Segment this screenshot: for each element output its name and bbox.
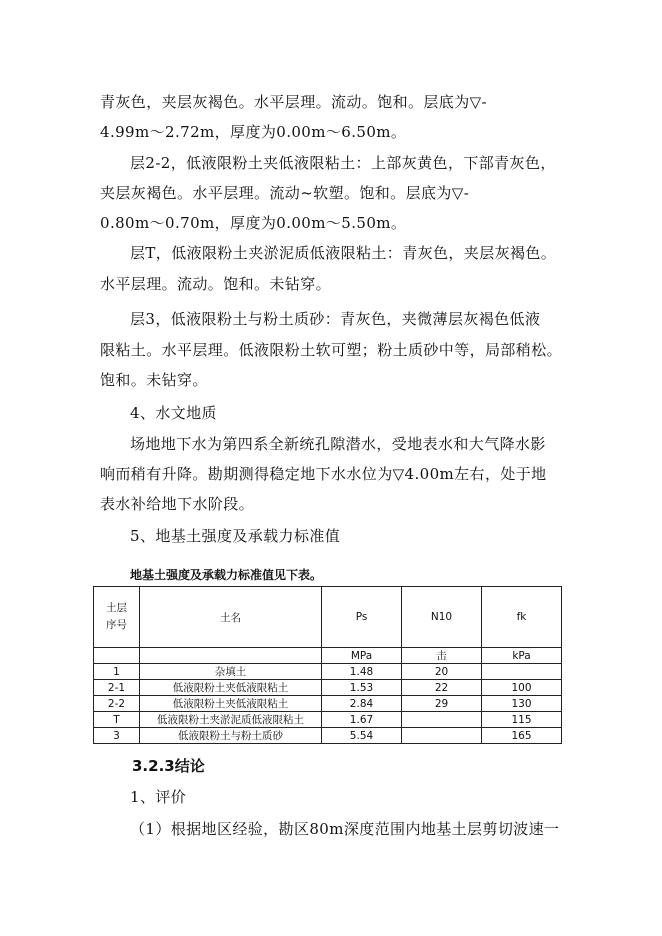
table-cell: [402, 728, 482, 744]
paragraph-line: 夹层灰褐色。水平层理。流动~软塑。饱和。层底为▽-: [100, 184, 470, 202]
table-cell: [402, 712, 482, 728]
soil-strength-table: [93, 586, 562, 744]
table-cell: 22: [402, 680, 482, 696]
table-header-row: [94, 587, 562, 648]
paragraph-line: 饱和。未钻穿。: [100, 371, 208, 389]
table-row: [94, 728, 562, 744]
table-cell: 1.53: [322, 680, 402, 696]
header-layer-no: 土层序号: [94, 587, 140, 648]
table-cell: 2-2: [94, 696, 140, 712]
paragraph-line: 4.99m～2.72m，厚度为0.00m～6.50m。: [100, 123, 407, 141]
paragraph-line: 场地地下水为第四系全新统孔隙潜水，受地表水和大气降水影: [130, 435, 546, 453]
table-cell: 165: [482, 728, 562, 744]
unit-cell: [94, 648, 140, 664]
header-fk: fk: [482, 587, 562, 648]
table-cell: 5.54: [322, 728, 402, 744]
paragraph-line: 层2-2，低液限粉土夹低液限粘土：上部灰黄色，下部青灰色，: [130, 154, 556, 172]
paragraph-line: 0.80m～0.70m，厚度为0.00m～5.50m。: [100, 214, 407, 232]
table-cell: [482, 664, 562, 680]
paragraph-line: 表水补给地下水阶段。: [100, 495, 255, 513]
table-cell: 1.48: [322, 664, 402, 680]
header-ps: Ps: [322, 587, 402, 648]
section-heading-conclusion: 3.2.3结论: [132, 757, 205, 775]
table-cell: 100: [482, 680, 562, 696]
table-cell: 29: [402, 696, 482, 712]
paragraph-line: 水平层理。流动。饱和。未钻穿。: [100, 275, 332, 293]
unit-cell: [140, 648, 322, 664]
section-heading-hydrogeology: 4、水文地质: [130, 404, 217, 422]
unit-cell: 击: [402, 648, 482, 664]
header-n10: N10: [402, 587, 482, 648]
table-cell: T: [94, 712, 140, 728]
table-row: [94, 696, 562, 712]
table-cell: 杂填土: [140, 664, 322, 680]
unit-cell: kPa: [482, 648, 562, 664]
table-cell: 低液限粉土与粉土质砂: [140, 728, 322, 744]
paragraph-line: （1）根据地区经验，勘区80m深度范围内地基土层剪切波速一: [130, 820, 560, 838]
paragraph-line: 层T，低液限粉土夹淤泥质低液限粘土：青灰色，夹层灰褐色。: [130, 244, 557, 262]
table-cell: 20: [402, 664, 482, 680]
table-cell: 2-1: [94, 680, 140, 696]
header-soil-name: 土名: [140, 587, 322, 648]
table-caption: 地基土强度及承载力标准值见下表。: [130, 568, 323, 582]
table-cell: 115: [482, 712, 562, 728]
table-cell: 低液限粉土夹淤泥质低液限粘土: [140, 712, 322, 728]
table-cell: 1.67: [322, 712, 402, 728]
paragraph-line: 青灰色，夹层灰褐色。水平层理。流动。饱和。层底为▽-: [100, 93, 488, 111]
section-heading-bearing: 5、地基土强度及承载力标准值: [130, 527, 341, 545]
table-row: [94, 712, 562, 728]
paragraph-line: 层3，低液限粉土与粉土质砂：青灰色，夹微薄层灰褐色低液: [130, 310, 541, 328]
table-cell: 低液限粉土夹低液限粘土: [140, 680, 322, 696]
table-cell: 130: [482, 696, 562, 712]
table-cell: 低液限粉土夹低液限粘土: [140, 696, 322, 712]
table-cell: 3: [94, 728, 140, 744]
table-row: [94, 680, 562, 696]
paragraph-line: 限粘土。水平层理。低液限粉土软可塑；粉土质砂中等，局部稍松。: [100, 341, 563, 359]
unit-cell: MPa: [322, 648, 402, 664]
paragraph-line: 响而稍有升降。勘期测得稳定地下水水位为▽4.00m左右，处于地: [100, 465, 547, 483]
table-cell: 2.84: [322, 696, 402, 712]
table-cell: 1: [94, 664, 140, 680]
subheading-evaluation: 1、评价: [130, 788, 187, 806]
table-units-row: [94, 648, 562, 664]
table-row: [94, 664, 562, 680]
